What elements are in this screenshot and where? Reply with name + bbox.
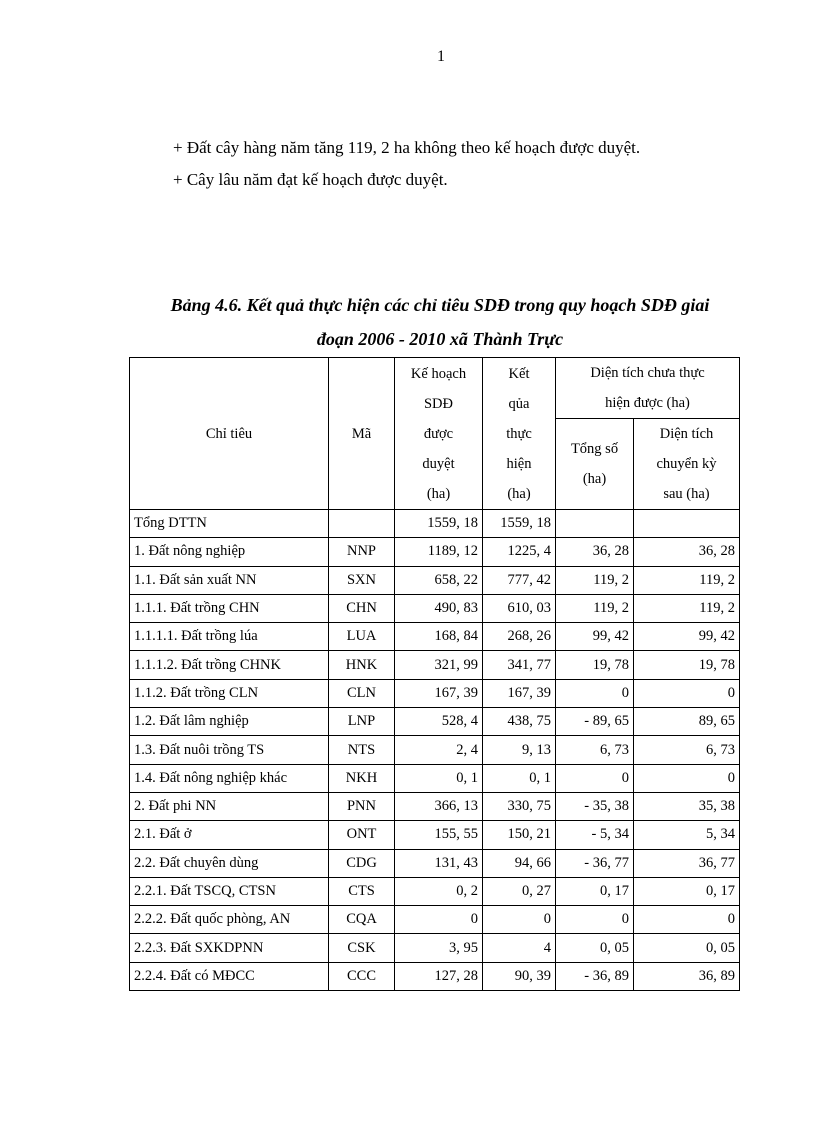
cell-plan: 155, 55 <box>395 821 483 849</box>
bullet-list <box>173 132 640 196</box>
caption-line-1: Bảng 4.6. Kết quả thực hiện các chỉ tiêu SDĐ trong quy hoạch SDĐ giai <box>170 295 710 315</box>
cell-total: 99, 42 <box>556 623 634 651</box>
header-result-line: Kết <box>508 365 530 382</box>
header-unrealized-line: Diện tích chưa thực <box>590 365 705 381</box>
table-row <box>130 566 740 594</box>
cell-code: CSK <box>329 934 395 962</box>
cell-result: 0 <box>483 906 556 934</box>
cell-plan: 131, 43 <box>395 849 483 877</box>
cell-carry: 119, 2 <box>634 594 740 622</box>
cell-plan: 2, 4 <box>395 736 483 764</box>
cell-result: 610, 03 <box>483 594 556 622</box>
header-result-line: thực <box>506 425 532 442</box>
cell-code: LUA <box>329 623 395 651</box>
header-total-line: (ha) <box>582 471 607 487</box>
cell-code: PNN <box>329 792 395 820</box>
table-row <box>130 792 740 820</box>
cell-indicator: 1.1.1.2. Đất trồng CHNK <box>130 651 329 679</box>
header-unrealized-line: hiện được (ha) <box>605 395 690 411</box>
cell-result: 9, 13 <box>483 736 556 764</box>
cell-indicator: 1.2. Đất lâm nghiệp <box>130 708 329 736</box>
bullet-item: + Đất cây hàng năm tăng 119, 2 ha không theo kế hoạch được duyệt. <box>173 138 641 157</box>
header-carry-line: chuyển kỳ <box>656 456 717 472</box>
table-row <box>130 510 740 538</box>
cell-code: CQA <box>329 906 395 934</box>
header-result-line: hiện <box>506 455 532 472</box>
cell-carry: 6, 73 <box>634 736 740 764</box>
cell-plan: 490, 83 <box>395 594 483 622</box>
table-row <box>130 877 740 905</box>
cell-indicator: 2. Đất phi NN <box>130 792 329 820</box>
cell-plan: 168, 84 <box>395 623 483 651</box>
header-indicator: Chỉ tiêu <box>130 358 329 510</box>
cell-indicator: 1.1. Đất sản xuất NN <box>130 566 329 594</box>
table-row <box>130 764 740 792</box>
cell-carry: 0, 05 <box>634 934 740 962</box>
header-carry <box>634 419 740 510</box>
header-total <box>556 419 634 510</box>
cell-plan: 1189, 12 <box>395 538 483 566</box>
table-row <box>130 736 740 764</box>
cell-code: CCC <box>329 962 395 990</box>
cell-carry: 19, 78 <box>634 651 740 679</box>
cell-indicator: 2.2.4. Đất có MĐCC <box>130 962 329 990</box>
cell-indicator: 2.2. Đất chuyên dùng <box>130 849 329 877</box>
cell-indicator: 1.1.1.1. Đất trồng lúa <box>130 623 329 651</box>
cell-carry: 99, 42 <box>634 623 740 651</box>
header-total-line: Tổng số <box>570 441 619 457</box>
cell-plan: 1559, 18 <box>395 510 483 538</box>
cell-plan: 0, 1 <box>395 764 483 792</box>
cell-indicator: 2.1. Đất ở <box>130 821 329 849</box>
cell-code: NKH <box>329 764 395 792</box>
header-plan-line: (ha) <box>426 485 451 502</box>
cell-result: 1225, 4 <box>483 538 556 566</box>
cell-indicator: 2.2.2. Đất quốc phòng, AN <box>130 906 329 934</box>
cell-plan: 658, 22 <box>395 566 483 594</box>
table-row <box>130 849 740 877</box>
cell-carry: 36, 77 <box>634 849 740 877</box>
cell-plan: 3, 95 <box>395 934 483 962</box>
table-row <box>130 708 740 736</box>
table-row <box>130 538 740 566</box>
table-row <box>130 906 740 934</box>
table-row <box>130 934 740 962</box>
cell-total: 0, 17 <box>556 877 634 905</box>
cell-total: 0 <box>556 906 634 934</box>
table-row <box>130 594 740 622</box>
table-caption <box>120 288 760 356</box>
cell-result: 438, 75 <box>483 708 556 736</box>
cell-result: 4 <box>483 934 556 962</box>
header-plan-line: duyệt <box>422 455 455 472</box>
cell-plan: 321, 99 <box>395 651 483 679</box>
cell-result: 150, 21 <box>483 821 556 849</box>
cell-total: - 89, 65 <box>556 708 634 736</box>
table-row <box>130 623 740 651</box>
cell-result: 0, 27 <box>483 877 556 905</box>
header-carry-line: Diện tích <box>659 426 714 442</box>
cell-carry <box>634 510 740 538</box>
cell-carry: 0 <box>634 679 740 707</box>
cell-indicator: 2.2.1. Đất TSCQ, CTSN <box>130 877 329 905</box>
cell-total: 0, 05 <box>556 934 634 962</box>
cell-code: NTS <box>329 736 395 764</box>
cell-carry: 0, 17 <box>634 877 740 905</box>
cell-plan: 0 <box>395 906 483 934</box>
cell-result: 341, 77 <box>483 651 556 679</box>
header-result-line: qủa <box>508 395 530 412</box>
cell-indicator: Tổng DTTN <box>130 510 329 538</box>
cell-carry: 36, 89 <box>634 962 740 990</box>
cell-code: SXN <box>329 566 395 594</box>
table-row <box>130 651 740 679</box>
cell-result: 777, 42 <box>483 566 556 594</box>
cell-carry: 89, 65 <box>634 708 740 736</box>
header-plan-line: được <box>423 425 454 442</box>
header-result-line: (ha) <box>507 485 531 502</box>
cell-indicator: 1.1.1. Đất trồng CHN <box>130 594 329 622</box>
cell-code: NNP <box>329 538 395 566</box>
cell-carry: 36, 28 <box>634 538 740 566</box>
cell-indicator: 1.1.2. Đất trồng CLN <box>130 679 329 707</box>
cell-code: CDG <box>329 849 395 877</box>
header-result <box>483 358 556 510</box>
cell-total: 6, 73 <box>556 736 634 764</box>
cell-total: 0 <box>556 679 634 707</box>
cell-total <box>556 510 634 538</box>
header-plan-line: Kế hoạch <box>410 365 467 382</box>
land-use-table <box>129 357 740 991</box>
cell-indicator: 1.3. Đất nuôi trồng TS <box>130 736 329 764</box>
cell-carry: 5, 34 <box>634 821 740 849</box>
cell-code: CHN <box>329 594 395 622</box>
cell-indicator: 2.2.3. Đất SXKDPNN <box>130 934 329 962</box>
cell-result: 330, 75 <box>483 792 556 820</box>
cell-plan: 366, 13 <box>395 792 483 820</box>
cell-code: CTS <box>329 877 395 905</box>
cell-total: - 5, 34 <box>556 821 634 849</box>
cell-result: 268, 26 <box>483 623 556 651</box>
cell-plan: 528, 4 <box>395 708 483 736</box>
header-unrealized <box>556 358 740 419</box>
cell-code: ONT <box>329 821 395 849</box>
cell-total: 0 <box>556 764 634 792</box>
cell-total: - 35, 38 <box>556 792 634 820</box>
cell-total: 119, 2 <box>556 594 634 622</box>
header-plan-line: SDĐ <box>423 395 453 412</box>
cell-carry: 119, 2 <box>634 566 740 594</box>
header-plan <box>395 358 483 510</box>
cell-total: - 36, 89 <box>556 962 634 990</box>
cell-total: 36, 28 <box>556 538 634 566</box>
cell-result: 90, 39 <box>483 962 556 990</box>
header-code: Mã <box>329 358 395 510</box>
cell-total: 119, 2 <box>556 566 634 594</box>
header-carry-line: sau (ha) <box>663 486 710 502</box>
cell-code: HNK <box>329 651 395 679</box>
cell-plan: 167, 39 <box>395 679 483 707</box>
cell-code <box>329 510 395 538</box>
cell-carry: 0 <box>634 906 740 934</box>
cell-carry: 0 <box>634 764 740 792</box>
cell-plan: 0, 2 <box>395 877 483 905</box>
table-body <box>130 510 740 991</box>
page-number: 1 <box>437 48 445 65</box>
cell-total: 19, 78 <box>556 651 634 679</box>
bullet-item: + Cây lâu năm đạt kế hoạch được duyệt. <box>173 170 448 189</box>
caption-line-2: đoạn 2006 - 2010 xã Thành Trực <box>316 329 564 349</box>
cell-result: 1559, 18 <box>483 510 556 538</box>
cell-indicator: 1. Đất nông nghiệp <box>130 538 329 566</box>
cell-plan: 127, 28 <box>395 962 483 990</box>
table-row <box>130 679 740 707</box>
cell-total: - 36, 77 <box>556 849 634 877</box>
cell-code: CLN <box>329 679 395 707</box>
cell-result: 167, 39 <box>483 679 556 707</box>
cell-carry: 35, 38 <box>634 792 740 820</box>
table-row <box>130 962 740 990</box>
cell-code: LNP <box>329 708 395 736</box>
table-row <box>130 821 740 849</box>
cell-indicator: 1.4. Đất nông nghiệp khác <box>130 764 329 792</box>
cell-result: 0, 1 <box>483 764 556 792</box>
cell-result: 94, 66 <box>483 849 556 877</box>
